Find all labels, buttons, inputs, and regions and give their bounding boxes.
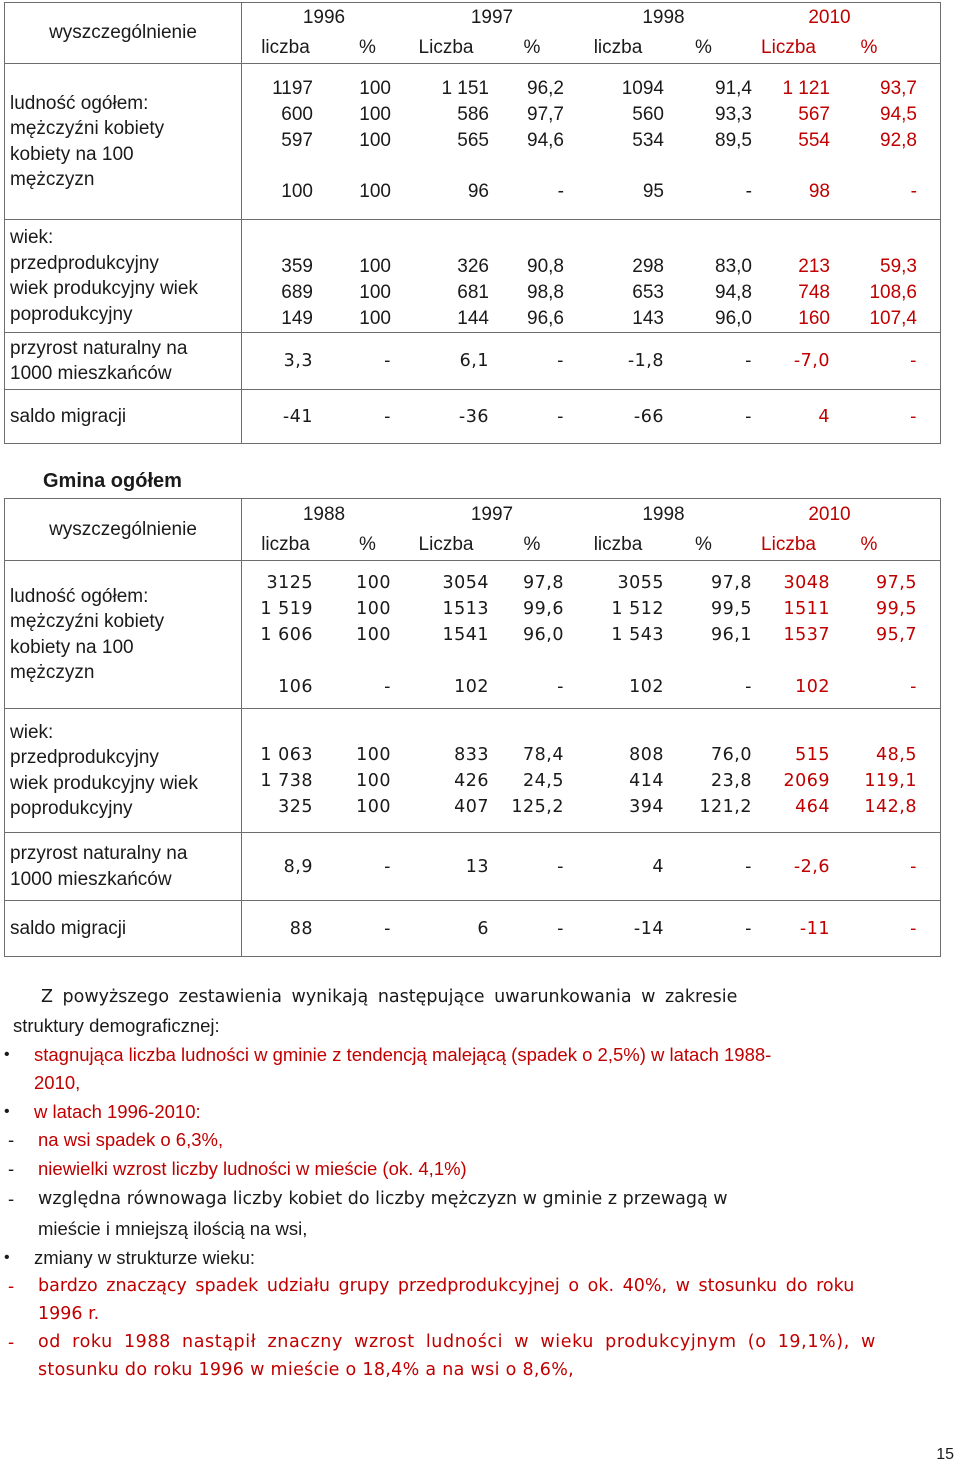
population-line: 1197 100 1 151 96,2 1094 91,4 1 121 93,7 (272, 78, 917, 99)
year-2010: 2010 (808, 7, 851, 28)
dash-1: na wsi spadek o 6,3%, (38, 1129, 224, 1150)
population-values (242, 561, 941, 709)
dash-icon: - (8, 1331, 15, 1352)
subheader: % (523, 533, 541, 555)
subheader: Liczba (761, 533, 816, 555)
population-line: 3125 100 3054 97,8 3055 97,8 3048 97,5 (266, 573, 917, 593)
natural-growth-values (242, 333, 941, 390)
population-table-city (4, 2, 941, 444)
subheader: % (523, 37, 541, 58)
subheader: % (860, 533, 878, 555)
subheader: % (695, 533, 712, 555)
population-line: 597 100 565 94,6 534 89,5 554 92,8 (281, 130, 917, 151)
age-line: 325 100 407 125,2 394 121,2 464 142,8 (278, 797, 917, 817)
subheader: % (860, 37, 878, 58)
dash-3-line-2: mieście i mniejszą ilością na wsi, (38, 1218, 308, 1239)
subheader: Liczba (418, 37, 474, 58)
ratio-line: 100 100 96 - 95 - 98 - (281, 181, 917, 202)
year-2010: 2010 (808, 503, 851, 525)
row-label-age: wiek: przedprodukcyjny wiek produkcyjny wiek poprodukcyjny (5, 709, 242, 833)
subheader: % (695, 37, 712, 58)
bullet-3: zmiany w strukturze wieku: (34, 1247, 256, 1268)
growth-line: 3,3 - 6,1 - -1,8 - -7,0 - (283, 351, 917, 371)
subheader: % (359, 533, 376, 555)
row-label-migration: saldo migracji (5, 390, 242, 444)
dash-3-line-1: względna równowaga liczby kobiet do liczby mężczyzn w gminie z przewagą w (38, 1189, 728, 1209)
subheader: liczba (593, 37, 643, 58)
population-values (242, 64, 941, 220)
growth-line: 8,9 - 13 - 4 - -2,6 - (283, 856, 917, 877)
age-line: 689 100 681 98,8 653 94,8 748 108,6 (281, 282, 917, 303)
year-1988: 1988 (302, 503, 346, 525)
bullet-2: w latach 1996-2010: (34, 1101, 201, 1122)
row-label-migration: saldo migracji (5, 901, 242, 957)
row-label-population: ludność ogółem: mężczyźni kobiety kobiety na 100 mężczyzn (5, 561, 242, 709)
bullet-1-line-1: stagnująca liczba ludności w gminie z tendencją malejącą (spadek o 2,5%) w latach 1988- (34, 1044, 772, 1065)
dash-icon: - (8, 1158, 15, 1179)
header-label: wyszczególnienie (5, 3, 242, 64)
year-1998: 1998 (642, 7, 685, 28)
year-1996: 1996 (302, 7, 346, 28)
header-label: wyszczególnienie (5, 499, 242, 561)
dash-5-line-1: od roku 1988 nastąpił znaczny wzrost ludności w wieku produkcyjnym (o 19,1%), w (38, 1332, 876, 1352)
migration-line: -41 - -36 - -66 - 4 - (282, 406, 917, 427)
dash-4-line-2: 1996 r. (38, 1304, 100, 1324)
subheader: liczba (261, 533, 310, 555)
dash-2: niewielki wzrost liczby ludności w mieście (ok. 4,1%) (38, 1158, 467, 1179)
row-label-population: ludność ogółem: mężczyźni kobiety kobiety na 100 mężczyzn (5, 64, 242, 220)
age-line: 1 738 100 426 24,5 414 23,8 2069 119,1 (260, 771, 917, 791)
age-values (242, 220, 941, 333)
year-1997: 1997 (470, 7, 514, 28)
table2-title: Gmina ogółem (43, 470, 182, 492)
population-line: 600 100 586 97,7 560 93,3 567 94,5 (281, 104, 917, 125)
header-years (242, 499, 941, 561)
dash-4-line-1: bardzo znaczący spadek udziału grupy przedprodukcyjnej o ok. 40%, w stosunku do roku (38, 1276, 855, 1296)
subheader: liczba (593, 533, 643, 555)
age-line: 149 100 144 96,6 143 96,0 160 107,4 (281, 308, 917, 329)
row-label-natural-growth: przyrost naturalny na 1000 mieszkańców (5, 833, 242, 901)
row-label-age: wiek: przedprodukcyjny wiek produkcyjny wiek poprodukcyjny (5, 220, 242, 333)
intro-line-1: Z powyższego zestawienia wynikają następujące uwarunkowania w zakresie (41, 987, 738, 1007)
bullet-icon: • (4, 1249, 10, 1266)
bullet-icon: • (4, 1103, 10, 1120)
dash-5-line-2: stosunku do roku 1996 w mieście o 18,4% a na wsi o 8,6%, (38, 1360, 574, 1380)
age-values (242, 709, 941, 833)
population-line: 1 519 100 1513 99,6 1 512 99,5 1511 99,5 (260, 599, 917, 619)
subheader: Liczba (761, 37, 816, 58)
dash-icon: - (8, 1188, 15, 1209)
age-line: 359 100 326 90,8 298 83,0 213 59,3 (281, 256, 917, 277)
header-years (242, 3, 941, 64)
row-label-natural-growth: przyrost naturalny na 1000 mieszkańców (5, 333, 242, 390)
dash-icon: - (8, 1275, 15, 1296)
population-line: 1 606 100 1541 96,0 1 543 96,1 1537 95,7 (260, 625, 917, 645)
subheader: Liczba (418, 533, 474, 555)
subheader: liczba (261, 37, 310, 58)
migration-values (242, 901, 941, 957)
ratio-line: 106 - 102 - 102 - 102 - (278, 677, 917, 697)
age-line: 1 063 100 833 78,4 808 76,0 515 48,5 (260, 745, 917, 765)
dash-icon: - (8, 1129, 15, 1150)
subheader: % (359, 37, 376, 58)
migration-line: 88 - 6 - -14 - -11 - (289, 918, 917, 939)
bullet-1-line-2: 2010, (34, 1072, 81, 1093)
natural-growth-values (242, 833, 941, 901)
year-1997: 1997 (470, 503, 514, 525)
year-1998: 1998 (642, 503, 685, 525)
intro-line-2: struktury demograficznej: (13, 1015, 220, 1036)
migration-values (242, 390, 941, 444)
bullet-icon: • (4, 1046, 10, 1063)
page-number: 15 (936, 1446, 954, 1463)
population-table-municipality (4, 498, 941, 957)
